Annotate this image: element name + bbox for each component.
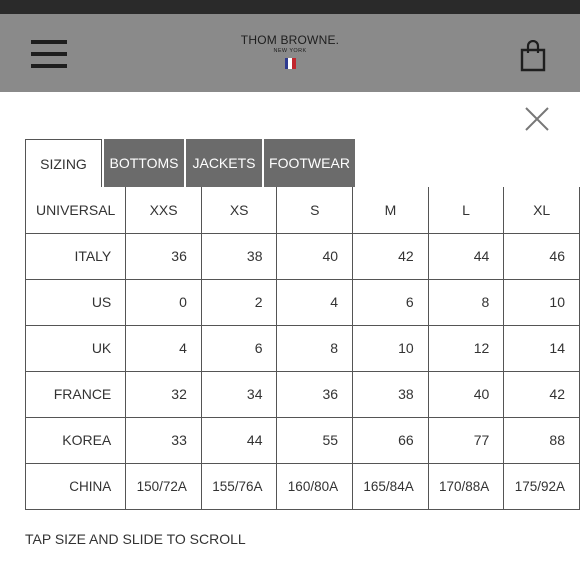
shopping-bag-icon[interactable] — [520, 40, 546, 72]
table-cell: 160/80A — [277, 463, 353, 509]
table-row — [26, 279, 580, 325]
table-cell: 38 — [201, 233, 277, 279]
table-cell: 36 — [126, 233, 202, 279]
row-label: US — [26, 279, 126, 325]
table-row — [26, 371, 580, 417]
size-conversion-table — [25, 187, 580, 510]
tricolor-flag-icon — [285, 58, 296, 69]
table-cell: 6 — [353, 279, 429, 325]
table-cell: 44 — [428, 233, 504, 279]
tab-jackets[interactable] — [186, 139, 262, 187]
close-icon[interactable] — [524, 106, 550, 132]
table-cell: 40 — [277, 233, 353, 279]
row-label: KOREA — [26, 417, 126, 463]
scroll-hint: TAP SIZE AND SLIDE TO SCROLL — [25, 531, 246, 547]
table-cell: 10 — [504, 279, 580, 325]
brand-name: THOM BROWNE. — [240, 33, 340, 47]
table-cell: 170/88A — [428, 463, 504, 509]
row-label: FRANCE — [26, 371, 126, 417]
table-header-row — [26, 187, 580, 233]
table-cell: 10 — [353, 325, 429, 371]
table-cell: 66 — [353, 417, 429, 463]
brand-logo[interactable] — [190, 33, 390, 69]
table-cell: 46 — [504, 233, 580, 279]
table-cell: 14 — [504, 325, 580, 371]
table-row — [26, 417, 580, 463]
site-header — [0, 14, 580, 92]
brand-subtitle: NEW YORK — [273, 48, 307, 54]
size-header[interactable]: M — [353, 187, 429, 233]
table-cell: 4 — [126, 325, 202, 371]
row-label: ITALY — [26, 233, 126, 279]
table-cell: 0 — [126, 279, 202, 325]
table-cell: 175/92A — [504, 463, 580, 509]
table-cell: 8 — [277, 325, 353, 371]
tab-label: SIZING — [40, 155, 87, 172]
table-row — [26, 233, 580, 279]
table-cell: 42 — [504, 371, 580, 417]
tab-bottoms[interactable] — [104, 139, 184, 187]
tab-label: BOTTOMS — [109, 155, 179, 171]
table-cell: 38 — [353, 371, 429, 417]
tab-sizing[interactable] — [25, 139, 102, 187]
status-bar — [0, 0, 580, 14]
table-cell: 88 — [504, 417, 580, 463]
table-cell: 8 — [428, 279, 504, 325]
table-cell: 33 — [126, 417, 202, 463]
table-cell: 6 — [201, 325, 277, 371]
table-cell: 4 — [277, 279, 353, 325]
table-cell: 12 — [428, 325, 504, 371]
hamburger-icon[interactable] — [31, 40, 67, 68]
tab-label: JACKETS — [192, 155, 256, 171]
row-label: CHINA — [26, 463, 126, 509]
table-row — [26, 463, 580, 509]
size-guide-tabs — [25, 139, 357, 187]
table-cell: 155/76A — [201, 463, 277, 509]
size-header[interactable]: XXS — [126, 187, 202, 233]
size-header[interactable]: XL — [504, 187, 580, 233]
table-cell: 44 — [201, 417, 277, 463]
table-cell: 34 — [201, 371, 277, 417]
table-cell: 77 — [428, 417, 504, 463]
table-cell: 40 — [428, 371, 504, 417]
table-cell: 55 — [277, 417, 353, 463]
tab-footwear[interactable] — [264, 139, 355, 187]
size-header[interactable]: S — [277, 187, 353, 233]
table-cell: 36 — [277, 371, 353, 417]
table-row — [26, 325, 580, 371]
tab-label: FOOTWEAR — [269, 155, 350, 171]
table-cell: 165/84A — [353, 463, 429, 509]
table-cell: 2 — [201, 279, 277, 325]
row-label: UK — [26, 325, 126, 371]
size-header[interactable]: L — [428, 187, 504, 233]
table-cell: 32 — [126, 371, 202, 417]
row-label: UNIVERSAL — [26, 187, 126, 233]
table-cell: 42 — [353, 233, 429, 279]
table-cell: 150/72A — [126, 463, 202, 509]
size-header[interactable]: XS — [201, 187, 277, 233]
